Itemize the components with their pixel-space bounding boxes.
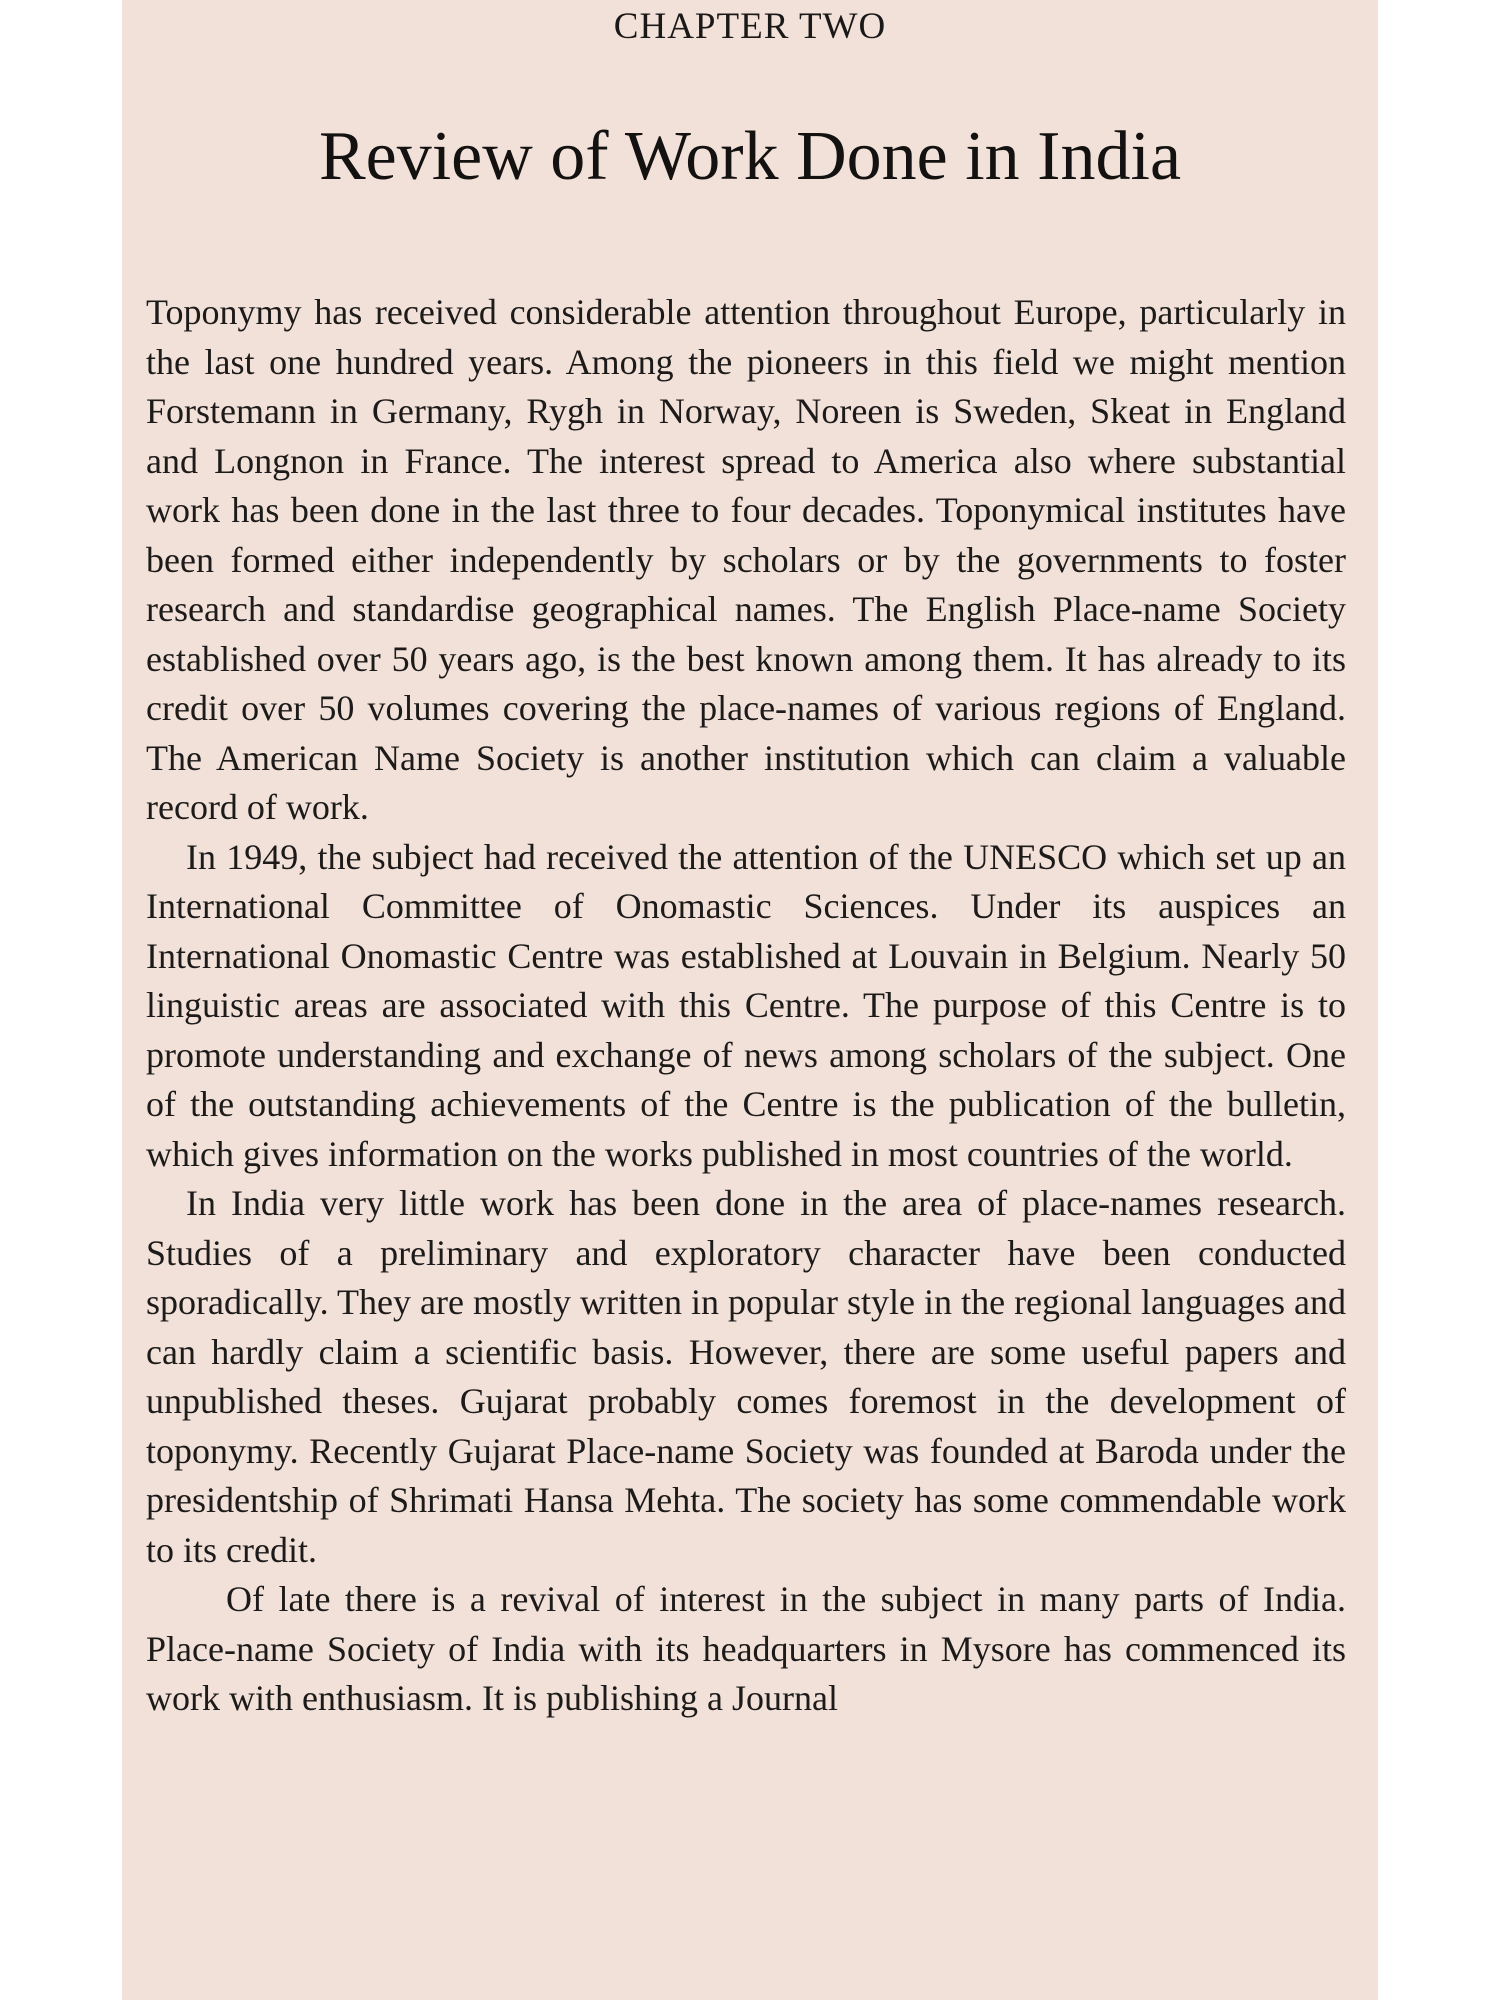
paragraph-revival: Of late there is a revival of interest in the subject in many parts of India. Place-name Society of India with its headquarters in Mysore has commenced its work with enthusiasm. It is publishing a Journal bbox=[146, 1579, 1346, 1718]
paragraph-unesco: In 1949, the subject had received the attention of the UNESCO which set up an International Committee of Onomastic Sciences. Under its auspices an International Onomastic Centre was established at Louvain in Belgium. Nearly 50 linguistic areas are associated with this Centre. The purpose of this Centre is to promote understanding and exchange of news among scholars of the subject. One of the outstanding achievements of the Centre is the publication of the bulletin, which gives information on the works published in most countries of the world. bbox=[146, 836, 1346, 1174]
paragraph-india-research: In India very little work has been done in the area of place-names research. Studies of a preliminary and exploratory character have been conducted sporadically. They are mostly written in popular style in the regional languages and can hardly claim a scientific basis. However, there are some useful papers and unpublished theses. Gujarat probably comes foremost in the development of toponymy. Recently Gujarat Place-name Society was founded at Baroda under the presidentship of Shrimati Hansa Mehta. The society has some commendable work to its credit. bbox=[146, 1183, 1346, 1570]
paragraph-toponymy-europe: Toponymy has received considerable attention throughout Europe, particularly in the last one hundred years. Among the pioneers in this field we might mention Forstemann in Germany, Rygh in Norway, Noreen is Sweden, Skeat in England and Longnon in France. The interest spread to America also where substantial work has been done in the last three to four decades. Toponymical institutes have been formed either independently by scholars or by the governments to foster research and standardise geographical names. The English Place-name Society established over 50 years ago, is the best known among them. It has already to its credit over 50 volumes covering the place-names of various regions of England. The American Name Society is another institution which can claim a valuable record of work. bbox=[146, 292, 1346, 827]
chapter-label: CHAPTER TWO bbox=[613, 6, 887, 47]
book-page bbox=[122, 0, 1378, 2000]
chapter-title: Review of Work Done in India bbox=[318, 118, 1182, 195]
chapter-body bbox=[146, 288, 1346, 1724]
